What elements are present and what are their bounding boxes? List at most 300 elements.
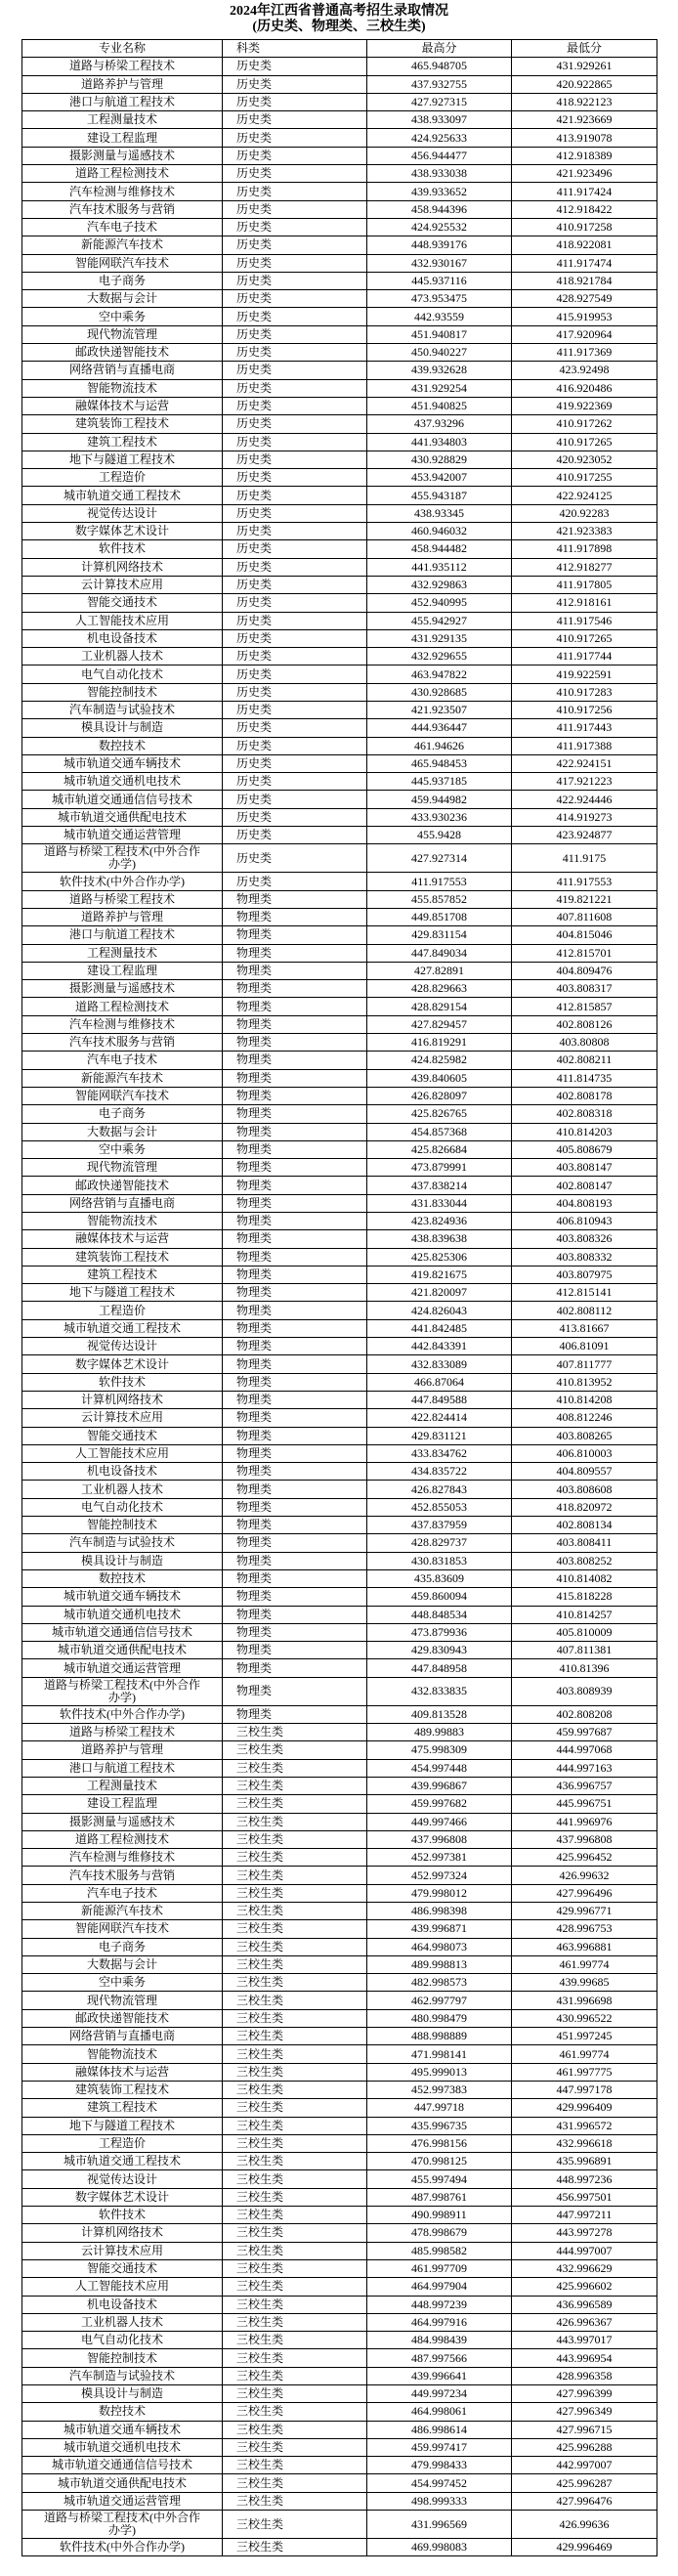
table-row — [22, 1481, 657, 1498]
max-score-cell: 454.997448 — [367, 1760, 512, 1777]
major-name-cell: 空中乘务 — [22, 1974, 223, 1991]
min-score-cell: 443.996954 — [512, 2349, 657, 2366]
table-row — [22, 236, 657, 254]
table-row — [22, 1885, 657, 1903]
table-row — [22, 2045, 657, 2063]
table-row — [22, 1534, 657, 1552]
max-score-cell: 452.997381 — [367, 1849, 512, 1866]
min-score-cell: 421.923496 — [512, 165, 657, 182]
min-score-cell: 425.996452 — [512, 1849, 657, 1866]
major-name-cell: 云计算技术应用 — [22, 2243, 223, 2259]
table-row — [22, 1760, 657, 1778]
max-score-cell: 432.930167 — [367, 255, 512, 272]
table-row — [22, 684, 657, 702]
major-name-cell: 数控技术 — [22, 1570, 223, 1587]
max-score-cell: 439.932628 — [367, 362, 512, 378]
major-name-cell: 人工智能技术应用 — [22, 1445, 223, 1462]
major-name-cell: 城市轨道交通运营管理 — [22, 1659, 223, 1676]
category-cell: 物理类 — [223, 1499, 367, 1516]
category-cell: 历史类 — [223, 827, 367, 843]
table-row — [22, 1992, 657, 2009]
min-score-cell: 403.808332 — [512, 1249, 657, 1266]
table-row — [22, 702, 657, 719]
major-name-cell: 网络营销与直播电商 — [22, 1195, 223, 1212]
min-score-cell: 404.809557 — [512, 1463, 657, 1480]
max-score-cell: 430.928829 — [367, 451, 512, 468]
table-row — [22, 1463, 657, 1481]
max-score-cell: 455.9428 — [367, 827, 512, 843]
max-score-cell: 466.87064 — [367, 1374, 512, 1391]
max-score-cell: 487.997566 — [367, 2349, 512, 2366]
min-score-cell: 403.808252 — [512, 1553, 657, 1569]
min-score-cell: 456.997501 — [512, 2189, 657, 2206]
min-score-cell: 403.808608 — [512, 1481, 657, 1497]
major-name-cell: 大数据与会计 — [22, 290, 223, 307]
category-cell: 物理类 — [223, 963, 367, 979]
max-score-cell: 452.997383 — [367, 2082, 512, 2098]
max-score-cell: 464.997904 — [367, 2278, 512, 2295]
max-score-cell: 425.825306 — [367, 1249, 512, 1266]
category-cell: 物理类 — [223, 1284, 367, 1301]
major-name-cell: 网络营销与直播电商 — [22, 362, 223, 378]
max-score-cell: 425.826684 — [367, 1141, 512, 1158]
min-score-cell: 435.996891 — [512, 2153, 657, 2169]
category-cell: 历史类 — [223, 415, 367, 432]
table-row — [22, 1088, 657, 1105]
max-score-cell: 431.833044 — [367, 1195, 512, 1212]
table-row — [22, 290, 657, 308]
min-score-cell: 410.917255 — [512, 469, 657, 486]
min-score-cell: 403.808326 — [512, 1230, 657, 1247]
major-name-cell: 地下与隧道工程技术 — [22, 451, 223, 468]
min-score-cell: 402.808318 — [512, 1105, 657, 1122]
max-score-cell: 426.828097 — [367, 1088, 512, 1104]
min-score-cell: 412.815857 — [512, 998, 657, 1014]
category-cell: 物理类 — [223, 909, 367, 925]
min-score-cell: 427.996496 — [512, 1885, 657, 1902]
max-score-cell: 480.998479 — [367, 2010, 512, 2027]
min-score-cell: 404.815046 — [512, 926, 657, 943]
category-cell: 历史类 — [223, 540, 367, 557]
max-score-cell: 428.829737 — [367, 1534, 512, 1551]
category-cell: 三校生类 — [223, 2493, 367, 2510]
table-row — [22, 1070, 657, 1088]
category-cell: 历史类 — [223, 559, 367, 576]
max-score-cell: 439.996641 — [367, 2368, 512, 2384]
min-score-cell: 411.917805 — [512, 577, 657, 593]
major-name-cell: 工程测量技术 — [22, 945, 223, 962]
table-row — [22, 1177, 657, 1194]
major-name-cell: 邮政快递智能技术 — [22, 2010, 223, 2027]
min-score-cell: 403.808147 — [512, 1159, 657, 1176]
max-score-cell: 426.827843 — [367, 1481, 512, 1497]
major-name-cell: 电子商务 — [22, 273, 223, 289]
category-cell: 三校生类 — [223, 1831, 367, 1848]
min-score-cell: 405.810009 — [512, 1624, 657, 1641]
max-score-cell: 421.923507 — [367, 702, 512, 718]
table-row — [22, 665, 657, 683]
table-row — [22, 1642, 657, 1659]
major-name-cell: 模具设计与制造 — [22, 1553, 223, 1569]
min-score-cell: 426.99636 — [512, 2511, 657, 2538]
max-score-cell: 473.879936 — [367, 1624, 512, 1641]
table-row — [22, 1124, 657, 1141]
max-score-cell: 476.998156 — [367, 2135, 512, 2152]
major-name-cell: 机电设备技术 — [22, 1463, 223, 1480]
category-cell: 三校生类 — [223, 2207, 367, 2223]
table-row — [22, 505, 657, 523]
min-score-cell: 425.996288 — [512, 2439, 657, 2456]
table-row — [22, 1831, 657, 1849]
category-cell: 三校生类 — [223, 1724, 367, 1740]
max-score-cell: 448.848534 — [367, 1607, 512, 1623]
min-score-cell: 410.814257 — [512, 1607, 657, 1623]
major-name-cell: 邮政快递智能技术 — [22, 1177, 223, 1193]
max-score-cell: 450.940227 — [367, 344, 512, 361]
max-score-cell: 462.997797 — [367, 1992, 512, 2008]
category-cell: 物理类 — [223, 1338, 367, 1354]
table-row — [22, 2332, 657, 2349]
table-row — [22, 1814, 657, 1831]
min-score-cell: 411.917553 — [512, 873, 657, 889]
table-row — [22, 523, 657, 540]
category-cell: 历史类 — [223, 58, 367, 74]
max-score-cell: 431.929135 — [367, 630, 512, 647]
min-score-cell: 423.92498 — [512, 362, 657, 378]
table-row — [22, 1974, 657, 1992]
table-row — [22, 2474, 657, 2492]
category-cell: 三校生类 — [223, 2332, 367, 2348]
category-cell: 物理类 — [223, 1070, 367, 1087]
category-cell: 历史类 — [223, 648, 367, 665]
category-cell: 三校生类 — [223, 1814, 367, 1830]
max-score-cell: 449.997234 — [367, 2385, 512, 2402]
max-score-cell: 437.838214 — [367, 1177, 512, 1193]
category-cell: 历史类 — [223, 755, 367, 772]
max-score-cell: 438.839638 — [367, 1230, 512, 1247]
min-score-cell: 436.996757 — [512, 1778, 657, 1794]
major-name-cell: 城市轨道交通供配电技术 — [22, 1642, 223, 1658]
min-score-cell: 431.996698 — [512, 1992, 657, 2008]
min-score-cell: 410.917265 — [512, 434, 657, 451]
major-name-cell: 智能物流技术 — [22, 1213, 223, 1229]
category-cell: 三校生类 — [223, 1885, 367, 1902]
table-row — [22, 451, 657, 469]
max-score-cell: 432.929863 — [367, 577, 512, 593]
category-cell: 历史类 — [223, 344, 367, 361]
category-cell: 三校生类 — [223, 2439, 367, 2456]
min-score-cell: 437.996808 — [512, 1831, 657, 1848]
major-name-cell: 道路工程检测技术 — [22, 165, 223, 182]
max-score-cell: 488.998889 — [367, 2028, 512, 2044]
min-score-cell: 410.917265 — [512, 630, 657, 647]
max-score-cell: 458.944482 — [367, 540, 512, 557]
min-score-cell: 444.997007 — [512, 2243, 657, 2259]
major-name-cell: 数字媒体艺术设计 — [22, 1355, 223, 1372]
table-row — [22, 1499, 657, 1517]
major-name-cell: 建设工程监理 — [22, 1795, 223, 1812]
category-cell: 物理类 — [223, 1016, 367, 1033]
category-cell: 三校生类 — [223, 1778, 367, 1794]
table-row — [22, 415, 657, 433]
max-score-cell: 459.860094 — [367, 1588, 512, 1605]
category-cell: 物理类 — [223, 926, 367, 943]
min-score-cell: 425.996602 — [512, 2278, 657, 2295]
table-row — [22, 2349, 657, 2367]
major-name-cell: 计算机网络技术 — [22, 1392, 223, 1408]
major-name-cell: 摄影测量与遥感技术 — [22, 148, 223, 164]
header-max-score: 最高分 — [367, 40, 512, 57]
table-row — [22, 1678, 657, 1706]
major-name-cell: 电气自动化技术 — [22, 2332, 223, 2348]
min-score-cell: 403.80808 — [512, 1034, 657, 1051]
category-cell: 物理类 — [223, 1195, 367, 1212]
min-score-cell: 402.808134 — [512, 1517, 657, 1533]
category-cell: 物理类 — [223, 1302, 367, 1318]
header-major-name: 专业名称 — [22, 40, 223, 57]
min-score-cell: 443.997017 — [512, 2332, 657, 2348]
major-name-cell: 建筑工程技术 — [22, 434, 223, 451]
table-row — [22, 273, 657, 290]
major-name-cell: 新能源汽车技术 — [22, 1070, 223, 1087]
category-cell: 历史类 — [223, 398, 367, 414]
min-score-cell: 410.917283 — [512, 684, 657, 701]
major-name-cell: 软件技术 — [22, 540, 223, 557]
major-name-cell: 智能物流技术 — [22, 380, 223, 397]
major-name-cell: 城市轨道交通车辆技术 — [22, 755, 223, 772]
max-score-cell: 424.925532 — [367, 219, 512, 236]
max-score-cell: 448.997239 — [367, 2297, 512, 2313]
major-name-cell: 视觉传达设计 — [22, 2170, 223, 2187]
table-row — [22, 344, 657, 362]
major-name-cell: 道路与桥梁工程技术(中外合作办学) — [22, 844, 223, 872]
min-score-cell: 429.996469 — [512, 2539, 657, 2555]
table-row — [22, 1284, 657, 1302]
major-name-cell: 汽车检测与维修技术 — [22, 1016, 223, 1033]
table-row — [22, 791, 657, 808]
min-score-cell: 461.997775 — [512, 2064, 657, 2081]
category-cell: 物理类 — [223, 1249, 367, 1266]
min-score-cell: 410.917262 — [512, 415, 657, 432]
major-name-cell: 城市轨道交通供配电技术 — [22, 2474, 223, 2491]
min-score-cell: 441.996976 — [512, 1814, 657, 1830]
category-cell: 物理类 — [223, 1267, 367, 1283]
table-row — [22, 1517, 657, 1534]
min-score-cell: 459.997687 — [512, 1724, 657, 1740]
category-cell: 三校生类 — [223, 2278, 367, 2295]
category-cell: 历史类 — [223, 791, 367, 807]
table-row — [22, 540, 657, 558]
table-row — [22, 945, 657, 963]
major-name-cell: 城市轨道交通机电技术 — [22, 2439, 223, 2456]
max-score-cell: 421.820097 — [367, 1284, 512, 1301]
min-score-cell: 418.922081 — [512, 236, 657, 253]
table-row — [22, 129, 657, 147]
max-score-cell: 437.932755 — [367, 76, 512, 93]
major-name-cell: 现代物流管理 — [22, 1159, 223, 1176]
min-score-cell: 442.997007 — [512, 2457, 657, 2473]
min-score-cell: 448.997236 — [512, 2170, 657, 2187]
table-row — [22, 963, 657, 980]
min-score-cell: 418.922123 — [512, 94, 657, 110]
min-score-cell: 429.996771 — [512, 1903, 657, 1919]
major-name-cell: 模具设计与制造 — [22, 2385, 223, 2402]
major-name-cell: 城市轨道交通车辆技术 — [22, 1588, 223, 1605]
major-name-cell: 现代物流管理 — [22, 326, 223, 343]
max-score-cell: 486.998614 — [367, 2422, 512, 2438]
min-score-cell: 402.808211 — [512, 1052, 657, 1068]
major-name-cell: 智能交通技术 — [22, 1428, 223, 1444]
major-name-cell: 道路工程检测技术 — [22, 998, 223, 1014]
major-name-cell: 地下与隧道工程技术 — [22, 2118, 223, 2134]
category-cell: 历史类 — [223, 326, 367, 343]
major-name-cell: 工程造价 — [22, 1302, 223, 1318]
major-name-cell: 工业机器人技术 — [22, 1481, 223, 1497]
major-name-cell: 新能源汽车技术 — [22, 1903, 223, 1919]
max-score-cell: 479.998433 — [367, 2457, 512, 2473]
major-name-cell: 港口与航道工程技术 — [22, 94, 223, 110]
category-cell: 物理类 — [223, 998, 367, 1014]
max-score-cell: 463.947822 — [367, 665, 512, 682]
max-score-cell: 489.99883 — [367, 1724, 512, 1740]
table-row — [22, 1445, 657, 1463]
table-row — [22, 1320, 657, 1338]
major-name-cell: 视觉传达设计 — [22, 1338, 223, 1354]
min-score-cell: 431.929261 — [512, 58, 657, 74]
table-row — [22, 219, 657, 236]
category-cell: 三校生类 — [223, 2189, 367, 2206]
max-score-cell: 498.999333 — [367, 2493, 512, 2510]
category-cell: 物理类 — [223, 1463, 367, 1480]
min-score-cell: 404.808193 — [512, 1195, 657, 1212]
table-row — [22, 2189, 657, 2207]
table-row — [22, 2224, 657, 2242]
min-score-cell: 427.996349 — [512, 2403, 657, 2420]
major-name-cell: 模具设计与制造 — [22, 719, 223, 736]
table-row — [22, 2539, 657, 2556]
max-score-cell: 428.829663 — [367, 980, 512, 997]
min-score-cell: 410.81396 — [512, 1659, 657, 1676]
table-row — [22, 1105, 657, 1123]
table-row — [22, 2403, 657, 2421]
category-cell: 三校生类 — [223, 2064, 367, 2081]
table-row — [22, 998, 657, 1015]
min-score-cell: 411.814735 — [512, 1070, 657, 1087]
max-score-cell: 464.998061 — [367, 2403, 512, 2420]
min-score-cell: 414.919273 — [512, 809, 657, 826]
category-cell: 历史类 — [223, 76, 367, 93]
max-score-cell: 464.998073 — [367, 1939, 512, 1955]
major-name-cell: 现代物流管理 — [22, 1992, 223, 2008]
table-row — [22, 2010, 657, 2028]
major-name-cell: 云计算技术应用 — [22, 1409, 223, 1426]
table-row — [22, 183, 657, 200]
table-row — [22, 1939, 657, 1956]
major-name-cell: 机电设备技术 — [22, 2297, 223, 2313]
max-score-cell: 441.935112 — [367, 559, 512, 576]
min-score-cell: 463.996881 — [512, 1939, 657, 1955]
category-cell: 历史类 — [223, 809, 367, 826]
major-name-cell: 城市轨道交通供配电技术 — [22, 809, 223, 826]
category-cell: 物理类 — [223, 945, 367, 962]
min-score-cell: 408.812246 — [512, 1409, 657, 1426]
table-row — [22, 926, 657, 944]
table-row — [22, 94, 657, 111]
min-score-cell: 430.996522 — [512, 2010, 657, 2027]
category-cell: 历史类 — [223, 290, 367, 307]
max-score-cell: 486.998398 — [367, 1903, 512, 1919]
min-score-cell: 431.996572 — [512, 2118, 657, 2134]
table-row — [22, 1355, 657, 1373]
category-cell: 历史类 — [223, 94, 367, 110]
major-name-cell: 地下与隧道工程技术 — [22, 1284, 223, 1301]
min-score-cell: 407.811608 — [512, 909, 657, 925]
major-name-cell: 城市轨道交通工程技术 — [22, 2153, 223, 2169]
major-name-cell: 电气自动化技术 — [22, 1499, 223, 1516]
max-score-cell: 429.830943 — [367, 1642, 512, 1658]
max-score-cell: 453.942007 — [367, 469, 512, 486]
category-cell: 历史类 — [223, 165, 367, 182]
table-row — [22, 577, 657, 594]
min-score-cell: 411.917546 — [512, 613, 657, 629]
major-name-cell: 大数据与会计 — [22, 1956, 223, 1973]
category-cell: 历史类 — [223, 451, 367, 468]
max-score-cell: 459.997682 — [367, 1795, 512, 1812]
max-score-cell: 433.834762 — [367, 1445, 512, 1462]
max-score-cell: 438.933038 — [367, 165, 512, 182]
major-name-cell: 工业机器人技术 — [22, 648, 223, 665]
category-cell: 三校生类 — [223, 2297, 367, 2313]
category-cell: 物理类 — [223, 1052, 367, 1068]
min-score-cell: 410.813952 — [512, 1374, 657, 1391]
table-row — [22, 2314, 657, 2332]
table-row — [22, 1553, 657, 1570]
category-cell: 物理类 — [223, 1588, 367, 1605]
category-cell: 物理类 — [223, 1706, 367, 1723]
table-row — [22, 398, 657, 415]
max-score-cell: 438.93345 — [367, 505, 512, 522]
major-name-cell: 软件技术 — [22, 1374, 223, 1391]
max-score-cell: 464.997916 — [367, 2314, 512, 2331]
category-cell: 三校生类 — [223, 2099, 367, 2116]
table-row — [22, 1213, 657, 1230]
max-score-cell: 435.996735 — [367, 2118, 512, 2134]
major-name-cell: 城市轨道交通通信信号技术 — [22, 791, 223, 807]
min-score-cell: 419.922369 — [512, 398, 657, 414]
table-row — [22, 719, 657, 737]
table-row — [22, 1588, 657, 1606]
min-score-cell: 425.996287 — [512, 2474, 657, 2491]
min-score-cell: 416.920486 — [512, 380, 657, 397]
min-score-cell: 444.997068 — [512, 1741, 657, 1758]
category-cell: 三校生类 — [223, 1849, 367, 1866]
min-score-cell: 413.81667 — [512, 1320, 657, 1337]
table-row — [22, 2099, 657, 2117]
major-name-cell: 汽车电子技术 — [22, 1885, 223, 1902]
table-row — [22, 1849, 657, 1867]
min-score-cell: 427.996715 — [512, 2422, 657, 2438]
min-score-cell: 427.996399 — [512, 2385, 657, 2402]
table-row — [22, 148, 657, 165]
max-score-cell: 465.948453 — [367, 755, 512, 772]
category-cell: 物理类 — [223, 1355, 367, 1372]
category-cell: 三校生类 — [223, 2539, 367, 2555]
major-name-cell: 网络营销与直播电商 — [22, 2028, 223, 2044]
min-score-cell: 405.808679 — [512, 1141, 657, 1158]
min-score-cell: 411.917744 — [512, 648, 657, 665]
table-header-row — [22, 40, 657, 58]
category-cell: 三校生类 — [223, 2349, 367, 2366]
